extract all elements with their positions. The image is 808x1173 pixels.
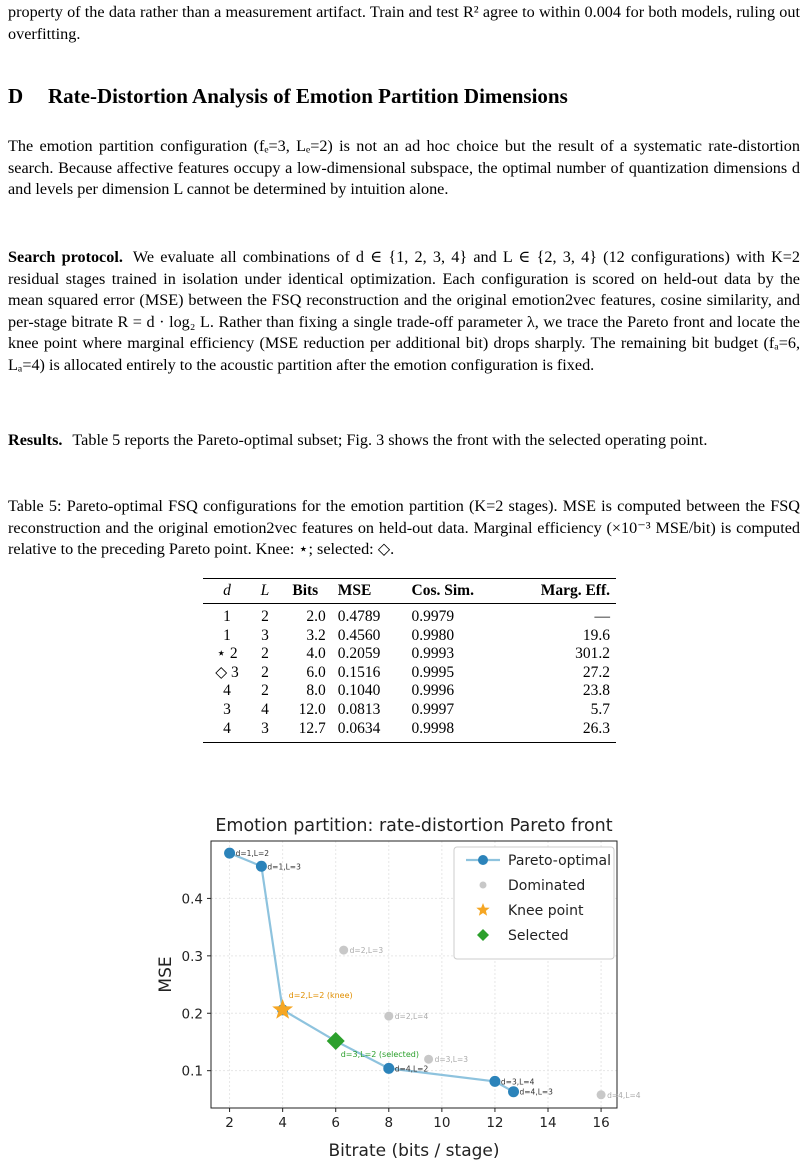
x-tick-label: 4	[278, 1115, 287, 1131]
pareto-point	[224, 848, 235, 859]
table-cell: 0.4789	[337, 608, 381, 625]
table-row	[203, 627, 616, 646]
table-cell: 0.9995	[411, 663, 455, 681]
x-tick-label: 14	[539, 1115, 557, 1131]
y-tick-label: 0.2	[181, 1006, 203, 1023]
x-tick-label: 6	[331, 1115, 341, 1131]
knee-marker	[272, 999, 293, 1019]
table-cell: ◇ 3	[215, 663, 239, 681]
table-cell: 4	[223, 719, 231, 737]
table-header-row	[203, 579, 616, 604]
table-cell: 2	[261, 663, 269, 681]
results-text: Table 5 reports the Pareto-optimal subset; Fig. 3 shows the front with the selected operating point.	[72, 431, 708, 449]
results-lead: Results.	[8, 431, 63, 449]
section-heading	[8, 84, 568, 109]
table-row	[203, 682, 616, 701]
pareto-point-label: d=4,L=3	[519, 1087, 553, 1097]
x-tick-label: 12	[486, 1115, 504, 1131]
table-caption: Table 5: Pareto-optimal FSQ configurations for the emotion partition (K=2 stages). MSE is computed between the FSQ reconstruction and the original emotion2vec features on held-out data. Marginal efficiency (×10⁻³ MSE/bit) is computed relative to the preceding Pareto point. Knee: ⋆; selected: ◇.	[8, 497, 800, 558]
pareto-point	[489, 1076, 500, 1087]
search-protocol-lead: Search protocol.	[8, 248, 123, 266]
table-cell: 3	[261, 719, 269, 737]
legend-label: Selected	[508, 928, 569, 944]
table-cell: 19.6	[582, 626, 610, 644]
table-cell: 2	[261, 682, 269, 700]
dominated-point	[424, 1055, 433, 1064]
table-cell: 0.9996	[411, 682, 455, 700]
table-cell: 301.2	[575, 645, 610, 663]
table-cell: 0.1040	[337, 682, 381, 700]
table-cell: —	[594, 608, 610, 625]
y-tick-label: 0.4	[181, 891, 203, 908]
table-cell: 0.9979	[411, 608, 455, 625]
pareto-point	[508, 1086, 519, 1097]
table-cell: 1	[223, 626, 231, 644]
selected-label: d=3,L=2 (selected)	[340, 1050, 419, 1060]
table-cell: 2	[261, 645, 269, 663]
table-cell: 12.7	[298, 719, 326, 737]
x-tick-label: 16	[592, 1115, 610, 1131]
table-cell: 4.0	[306, 645, 326, 663]
legend-label: Knee point	[508, 903, 584, 919]
chart-title: Emotion partition: rate-distortion Pareto front	[215, 816, 613, 836]
search-protocol-text: We evaluate all combinations of d ∈ {1, 2, 3, 4} and L ∈ {2, 3, 4} (12 configurations) with K=2 residual stages trained in isolation under identical optimization. Each configuration is scored on held-out data by the mean squared error (MSE) between the FSQ reconstruction and the original emotion2vec features, cosine similarity, and per-stage bitrate R = d · log₂ L. Rather than fixing a single trade-off parameter λ, we trace the Pareto front and locate the knee point where marginal efficiency (MSE reduction per additional bit) drops sharply. The remaining bit budget (fₐ=6, Lₐ=4) is allocated entirely to the acoustic partition after the emotion configuration is fixed.	[8, 248, 800, 374]
table-row	[203, 604, 616, 627]
legend-marker-dominated	[480, 882, 487, 889]
pareto-point	[256, 861, 267, 872]
col-header-marg-eff: Marg. Eff.	[506, 579, 616, 604]
selected-marker	[327, 1032, 345, 1050]
y-tick-label: 0.3	[181, 948, 203, 965]
table-cell: 0.9997	[411, 700, 455, 718]
table-cell: 26.3	[582, 719, 610, 737]
table-row	[203, 645, 616, 664]
pareto-figure	[0, 800, 808, 1168]
paragraph-results	[8, 430, 800, 452]
table-cell: 12.0	[298, 700, 326, 718]
intro-paragraph: property of the data rather than a measurement artifact. Train and test R² agree to within 0.004 for both models, ruling out overfitting.	[8, 3, 800, 43]
table-cell: 1	[223, 608, 231, 625]
table-cell: 0.9980	[411, 626, 455, 644]
pareto-point-label: d=3,L=4	[500, 1077, 535, 1087]
table-cell: 0.9998	[411, 719, 455, 737]
table-cell: 3	[223, 700, 231, 718]
dominated-point	[384, 1012, 393, 1021]
table-cell: 0.1516	[337, 663, 381, 681]
table-cell: 8.0	[306, 682, 326, 700]
table-cell: 0.9993	[411, 645, 455, 663]
table-cell: 27.2	[582, 663, 610, 681]
dominated-point	[339, 946, 348, 955]
section-number: D	[8, 84, 24, 108]
col-header-l: L	[251, 579, 279, 604]
dominated-point-label: d=2,L=3	[349, 946, 384, 956]
x-axis-label: Bitrate (bits / stage)	[328, 1141, 500, 1161]
x-tick-label: 8	[384, 1115, 394, 1131]
table-cell: 2.0	[306, 608, 326, 625]
table-cell: 0.2059	[337, 645, 381, 663]
pareto-table	[203, 578, 616, 743]
y-axis-label: MSE	[156, 956, 176, 993]
col-header-cos-sim: Cos. Sim.	[406, 579, 507, 604]
legend-label: Dominated	[508, 878, 586, 894]
dominated-point-label: d=2,L=4	[394, 1012, 429, 1022]
dominated-point-label: d=4,L=4	[607, 1090, 641, 1100]
section-title: Rate-Distortion Analysis of Emotion Partition Dimensions	[48, 84, 568, 108]
pareto-point-label: d=1,L=2	[235, 849, 270, 859]
x-tick-label: 2	[225, 1115, 234, 1131]
dominated-point-label: d=3,L=3	[434, 1055, 469, 1065]
table-cell: 0.0634	[337, 719, 381, 737]
table-cell: 0.4560	[337, 626, 381, 644]
table-cell: 2	[261, 608, 269, 625]
table-row	[203, 701, 616, 720]
col-header-bits: Bits	[279, 579, 332, 604]
knee-label: d=2,L=2 (knee)	[288, 990, 353, 1000]
col-header-d: d	[203, 579, 251, 604]
pareto-point-label: d=4,L=2	[394, 1064, 429, 1074]
table-cell: 0.0813	[337, 700, 381, 718]
table-cell: 6.0	[306, 663, 326, 681]
pareto-point	[383, 1063, 394, 1074]
paragraph-motivation: The emotion partition configuration (fₑ=3, Lₑ=2) is not an ad hoc choice but the result of a systematic rate-distortion search. Because affective features occupy a low-dimensional subspace, the optimal number of quantization dimensions d and levels per dimension L cannot be determined by intuition alone.	[8, 137, 800, 198]
pareto-chart	[0, 800, 808, 1168]
table-cell: 4	[261, 700, 269, 718]
table-cell: 3.2	[306, 626, 326, 644]
col-header-mse: MSE	[332, 579, 406, 604]
table-row	[203, 720, 616, 743]
table-cell: 4	[223, 682, 231, 700]
dominated-point	[597, 1090, 606, 1099]
table-cell: 5.7	[590, 700, 610, 718]
paragraph-search-protocol	[8, 247, 800, 376]
legend-label: Pareto-optimal	[508, 853, 612, 869]
y-tick-label: 0.1	[181, 1063, 203, 1080]
table-cell: ⋆ 2	[216, 645, 238, 663]
table-cell: 3	[261, 626, 269, 644]
table-row	[203, 664, 616, 683]
legend-marker-pareto	[478, 855, 488, 865]
pareto-point-label: d=1,L=3	[267, 862, 301, 872]
x-tick-label: 10	[433, 1115, 451, 1131]
table-cell: 23.8	[582, 682, 610, 700]
